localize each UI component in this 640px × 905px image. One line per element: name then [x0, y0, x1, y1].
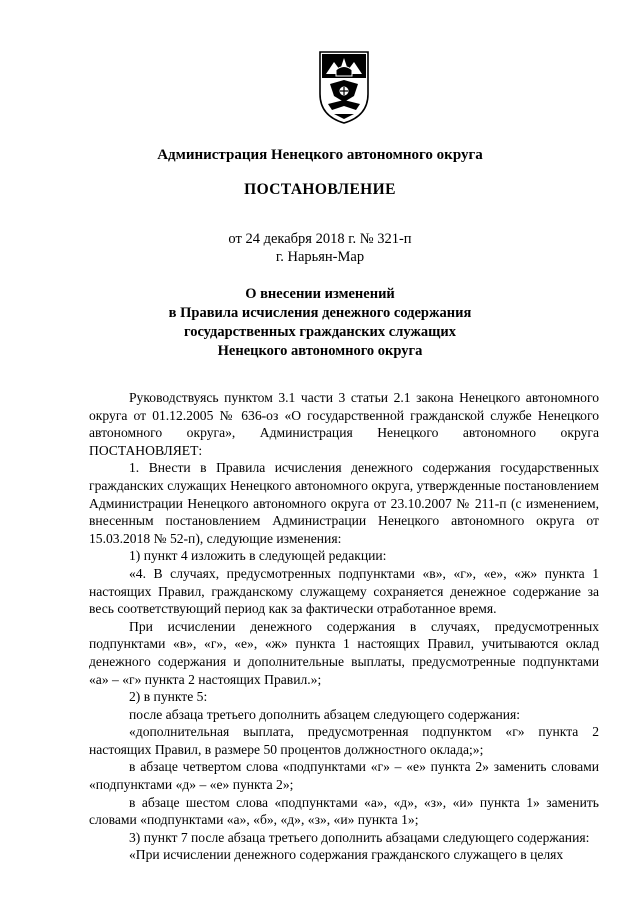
- paragraph: При исчислении денежного содержания в случаях, предусмотренных подпунктами «в», «г», «е», «ж» пункта 1 настоящих Правил, учитываются оклад денежного содержания и дополнительные выплаты, предусмотренные подпунктами «а» – «г» пункта 2 настоящих Правил.»;: [89, 618, 599, 687]
- paragraph: «При исчислении денежного содержания гражданского служащего в целях: [129, 847, 564, 863]
- document-title: [0, 285, 640, 361]
- paragraph: «дополнительная выплата, предусмотренная подпунктом «г» пункта 2 настоящих Правил, в размере 50 процентов должностного оклада;»;: [89, 724, 599, 757]
- paragraph: 1) пункт 4 изложить в следующей редакции:: [129, 548, 387, 564]
- paragraph: 2) в пункте 5:: [129, 689, 208, 705]
- paragraph: 3) пункт 7 после абзаца третьего дополнить абзацами следующего содержания:: [129, 829, 590, 845]
- paragraph: 1. Внести в Правила исчисления денежного содержания государственных гражданских служащих Ненецкого автономного округа, утвержденные постановлением Администрации Ненецкого автономного округа от 23.10.2007 № 211-п (с изменением, внесенным постановлением Администрации Ненецкого автономного округа от 15.03.2018 № 52-п), следующие изменения:: [89, 460, 599, 546]
- document-type: ПОСТАНОВЛЕНИЕ: [244, 181, 396, 198]
- paragraph: Руководствуясь пунктом 3.1 части 3 статьи 2.1 закона Ненецкого автономного округа от 01.12.2005 № 636-оз «О государственной гражданской службе Ненецкого автономного округа», Администрация Ненецкого автономного округа ПОСТАНОВЛЯЕТ:: [89, 390, 599, 458]
- title-line: О внесении изменений: [245, 286, 395, 302]
- title-line: Ненецкого автономного округа: [217, 343, 423, 359]
- document-body: [89, 389, 599, 864]
- paragraph: «4. В случаях, предусмотренных подпунктами «в», «г», «е», «ж» пункта 1 настоящих Правил, гражданскому служащему сохраняется денежное содержание за весь соответствующий период как за фактически отработанное время.: [89, 565, 599, 617]
- document-city: г. Нарьян-Мар: [275, 249, 365, 265]
- paragraph: после абзаца третьего дополнить абзацем следующего содержания:: [129, 706, 521, 722]
- paragraph: в абзаце шестом слова «подпунктами «а», «д», «з», «и» пункта 1» заменить словами «подпунктами «а», «б», «д», «з», «и» пункта 1»;: [89, 794, 599, 828]
- nenets-coat-of-arms-icon: [316, 48, 372, 126]
- paragraph: в абзаце четвертом слова «подпунктами «г» – «е» пункта 2» заменить словами «подпунктами «д» – «е» пункта 2»;: [89, 759, 599, 793]
- document-date-number: от 24 декабря 2018 г. № 321-п: [228, 231, 412, 247]
- title-line: государственных гражданских служащих: [183, 324, 457, 340]
- organization-name: Администрация Ненецкого автономного округа: [157, 147, 483, 163]
- title-line: в Правила исчисления денежного содержания: [168, 305, 472, 321]
